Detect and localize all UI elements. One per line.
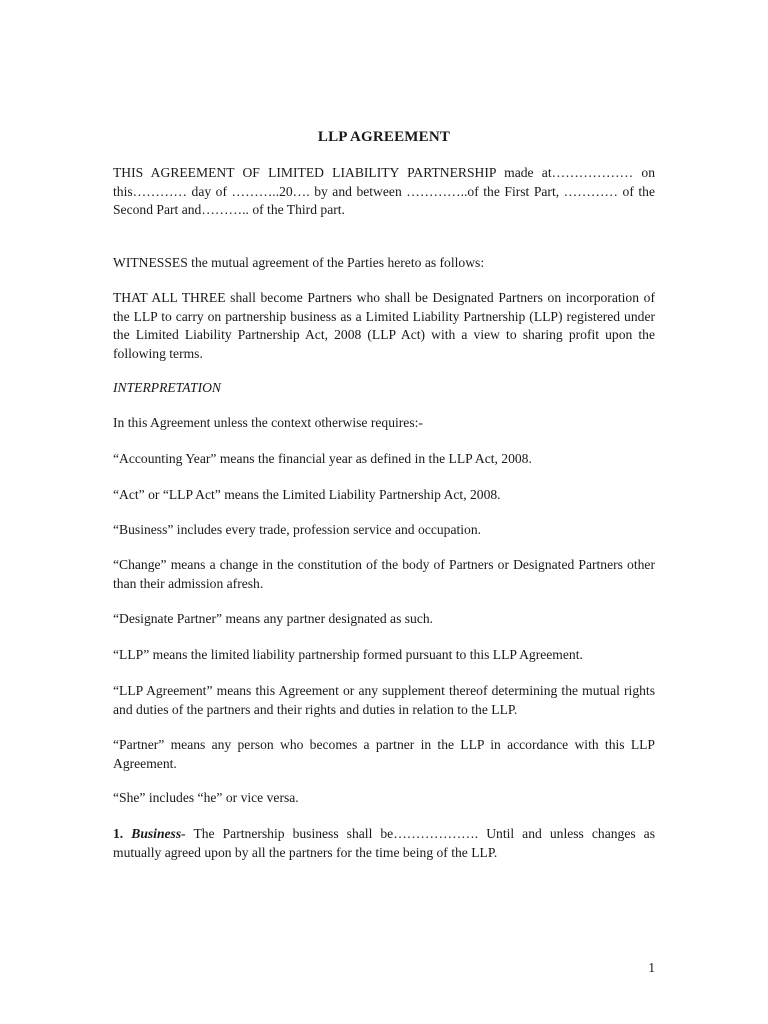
definition-designate-partner: “Designate Partner” means any partner designated as such. — [113, 611, 434, 626]
clause-1-business — [113, 825, 655, 862]
clause-1-text: The Partnership business shall be………………. Until and unless changes as mutually agreed upon by all the partners for the time being of the LLP. — [113, 826, 656, 860]
definition-llp: “LLP” means the limited liability partnership formed pursuant to this LLP Agreement. — [113, 647, 583, 662]
witnesses-paragraph: WITNESSES the mutual agreement of the Parties hereto as follows: — [113, 255, 485, 270]
definition-change: “Change” means a change in the constitution of the body of Partners or Designated Partners other than their admission afresh. — [113, 557, 655, 591]
that-all-three-paragraph: THAT ALL THREE shall become Partners who shall be Designated Partners on incorporation of the LLP to carry on partnership business as a Limited Liability Partnership (LLP) registered under the Limited Liability Partnership Act, 2008 (LLP Act) with a view to sharing profit upon the following terms. — [113, 290, 655, 361]
page-number: 1 — [648, 960, 655, 975]
interpretation-heading: INTERPRETATION — [113, 380, 221, 395]
preamble-paragraph: THIS AGREEMENT OF LIMITED LIABILITY PARTNERSHIP made at……………… on this………… day of ………..20…. by and between …………..of the First Part, ………… of the Second Part and……….. of the Third part. — [113, 165, 655, 217]
clause-1-number: 1. — [113, 826, 124, 841]
definition-llp-agreement: “LLP Agreement” means this Agreement or any supplement thereof determining the mutual rights and duties of the partners and their rights and duties in relation to the LLP. — [113, 683, 655, 717]
clause-1-heading: Business- — [131, 826, 186, 841]
interpretation-intro: In this Agreement unless the context otherwise requires:- — [113, 415, 423, 430]
document-title: LLP AGREEMENT — [317, 129, 451, 145]
definition-she: “She” includes “he” or vice versa. — [113, 790, 299, 805]
definition-act: “Act” or “LLP Act” means the Limited Liability Partnership Act, 2008. — [113, 487, 501, 502]
definition-business: “Business” includes every trade, profession service and occupation. — [113, 522, 482, 537]
definition-accounting-year: “Accounting Year” means the financial year as defined in the LLP Act, 2008. — [113, 451, 532, 466]
definition-partner: “Partner” means any person who becomes a partner in the LLP in accordance with this LLP Agreement. — [113, 737, 655, 771]
